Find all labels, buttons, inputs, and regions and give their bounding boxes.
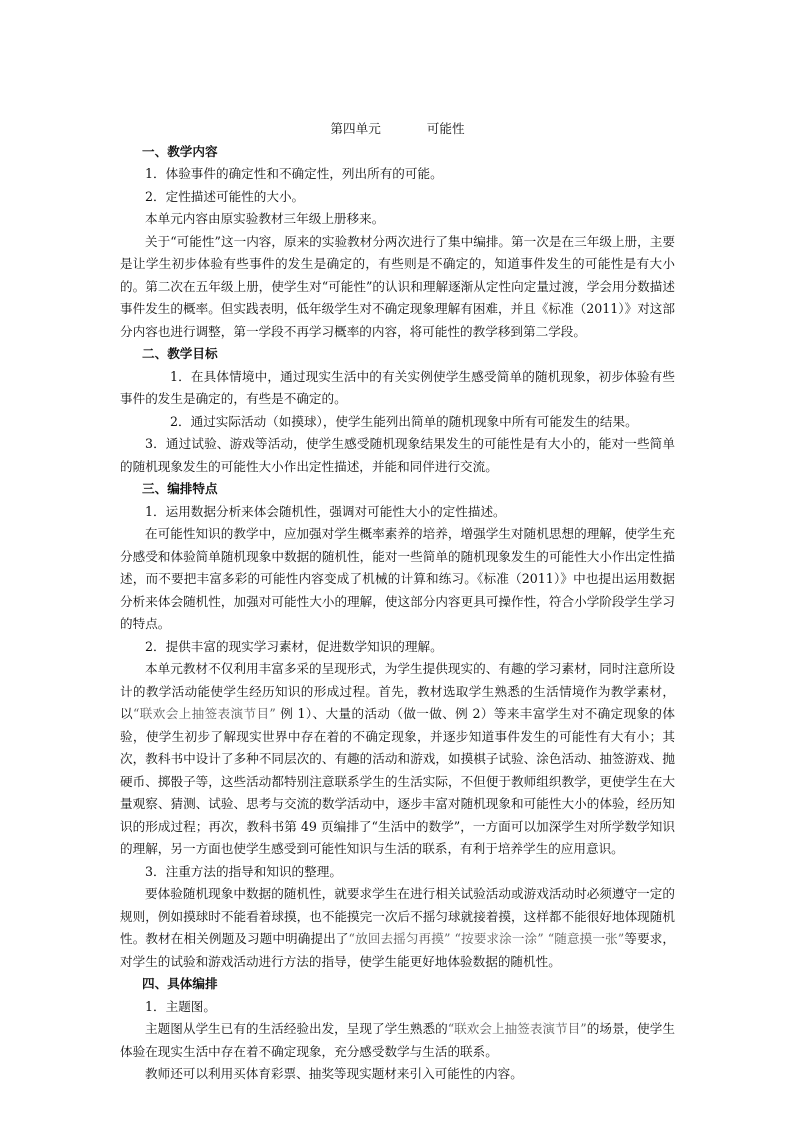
text-run: 要体验随机现象中数据的随机性，就要求学生在进行相关试验活动或游戏活动时必须遵守一定的规则，例如摸球时不能看着球摸，也不能摸完一次后不摇匀球就接着摸，这样都不能很好地体现随机性。教材在相关例题及习题中明确提出了 (120, 886, 675, 946)
paragraph: 3．通过试验、游戏等活动，使学生感受随机现象结果发生的可能性是有大小的，能对一些简单的随机现象发生的可能性大小作出定性描述，并能和同伴进行交流。 (120, 436, 675, 474)
paragraph: 关于“可能性”这一内容，原来的实验教材分两次进行了集中编排。第一次是在三年级上册，主要是让学生初步体验有些事件的发生是确定的，有些则是不确定的，知道事件发生的可能性是有大小的。第二次在五年级上册，使学生对“可能性”的认识和理解逐渐从定性向定量过渡，学会用分数描述事件发生的概率。但实践表明，低年级学生对不确定现象理解有困难，并且《标准（2011）》对这部分内容也进行调整，第一学段不再学习概率的内容，将可能性的教学移到第二学段。 (120, 233, 675, 339)
paragraph: 2．定性描述可能性的大小。 (145, 188, 305, 204)
quoted-text: “联欢会上抽签表演节目” (447, 1021, 587, 1036)
quoted-text: “放回去摇匀再摸” “按要求涂一涂” “随意摸一张” (348, 931, 625, 946)
quoted-text: “联欢会上抽签表演节目” (132, 706, 276, 721)
document-page (120, 118, 675, 1086)
section-heading-arrangement: 四、具体编排 (142, 976, 218, 991)
paragraph: 1．主题图。 (145, 998, 216, 1014)
text-run: 本单元教材不仅利用丰富多采的呈现形式，为学生提供现实的、有趣的学习素材，同时注意所设计的教学活动能使学生经历知识的形成过程。首先，教材选取学生熟悉的生活情境作为教学素材，以 (120, 661, 675, 721)
topic-label: 可能性 (426, 121, 465, 136)
paragraph: 教师还可以利用买体育彩票、抽奖等现实题材来引入可能性的内容。 (145, 1066, 523, 1081)
unit-label: 第四单元 (330, 121, 381, 136)
paragraph: 本单元内容由原实验教材三年级上册移来。 (145, 211, 385, 226)
text-run: 的场景，使学生体验在现实生活中存在着不确定现象，充分感受数学与生活的联系。 (120, 1021, 675, 1059)
section-heading-content: 一、教学内容 (142, 143, 218, 159)
paragraph (120, 1018, 675, 1063)
paragraph: 3．注重方法的指导和知识的整理。 (145, 863, 342, 879)
text-run: 主题图从学生已有的生活经验出发，呈现了学生熟悉的 (145, 1021, 448, 1036)
paragraph (120, 883, 675, 973)
paragraph: 1．运用数据分析来体会随机性，强调对可能性大小的定性描述。 (145, 503, 506, 519)
page-title (120, 118, 675, 141)
section-heading-goals: 二、教学目标 (142, 346, 218, 361)
section-heading-features: 三、编排特点 (142, 481, 218, 496)
text-run: 等要求，对学生的试验和游戏活动进行方法的指导，使学生能更好地体验数据的随机性。 (120, 931, 676, 969)
paragraph: 2．通过实际活动（如摸球），使学生能列出简单的随机现象中所有可能发生的结果。 (170, 413, 638, 429)
text-run: 例 1）、大量的活动（做一做、例 2）等来丰富学生对不确定现象的体验，使学生初步了解现实世界中存在着的不确定现象，并逐步知道事件发生的可能性有大有小；其次，教科书中设计了多种不同层次的、有趣的活动和游戏，如摸棋子试验、涂色活动、抽签游戏、抛硬币、掷骰子等，这些活动都特别注意联系学生的生活实际，不但便于教师组织教学，更使学生在大量观察、猜测、试验、思考与交流的数学活动中，逐步丰富对随机现象和可能性大小的体验，经历知识的形成过程；再次，教科书第 49 页编排了“生活中的数学”，一方面可以加深学生对所学数学知识的理解，另一方面也使学生感受到可能性知识与生活的联系，有利于培养学生的应用意识。 (120, 706, 675, 856)
paragraph: 1．体验事件的确定性和不确定性，列出所有的可能。 (145, 166, 443, 181)
paragraph: 1．在具体情境中，通过现实生活中的有关实例使学生感受简单的随机现象，初步体验有些事件的发生是确定的，有些是不确定的。 (120, 368, 675, 406)
paragraph (120, 658, 675, 861)
paragraph: 2．提供丰富的现实学习素材，促进数学知识的理解。 (145, 638, 443, 654)
paragraph: 在可能性知识的教学中，应加强对学生概率素养的培养，增强学生对随机思想的理解，使学生充分感受和体验简单随机现象中数据的随机性，能对一些简单的随机现象发生的可能性大小作出定性描述，而不要把丰富多彩的可能性内容变成了机械的计算和练习。《标准（2011）》中也提出运用数据分析来体会随机性，加强对可能性大小的理解，使这部分内容更具可操作性，符合小学阶段学生学习的特点。 (120, 526, 675, 631)
